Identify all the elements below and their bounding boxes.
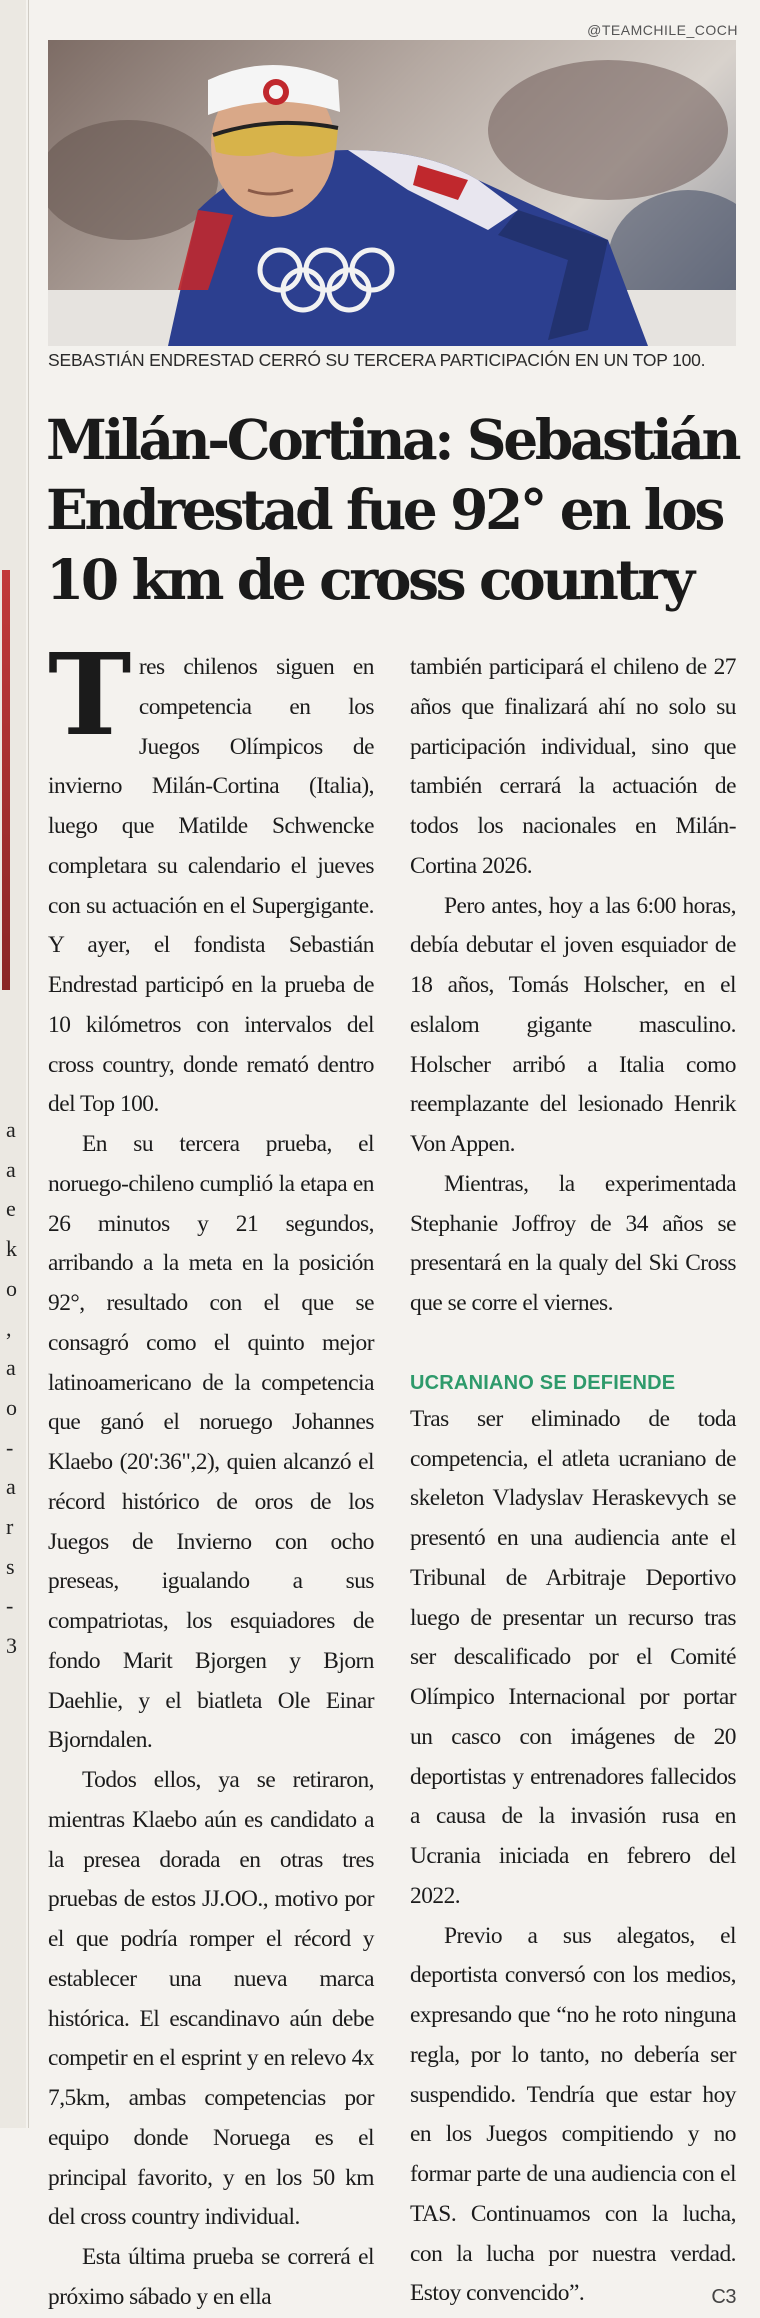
gutter-char: a: [6, 1117, 16, 1142]
gutter-char: a: [6, 1355, 16, 1381]
photo-credit: @TEAMCHILE_COCH: [587, 22, 738, 38]
gutter-char: -: [6, 1593, 14, 1619]
gutter-char: k: [6, 1236, 17, 1262]
gutter-char: a: [6, 1156, 16, 1182]
article-paragraph-5: también participará el chileno de 27 años que finalizará ahí no solo su participación individual, sino que también cerrará la actuación de todos los nacionales en Milán-Cortina 2026.: [410, 654, 736, 879]
athlete-photo: [48, 40, 736, 346]
section-subhead: UCRANIANO SE DEFIENDE: [410, 1371, 676, 1394]
article-paragraph-9: [410, 1917, 736, 2315]
article-column-left: [48, 630, 374, 2318]
article-paragraph-7: Mientras, la experimentada Stephanie Joffroy de 34 años se presentará en la qualy del Ski Cross que se corre el viernes.: [410, 1170, 736, 1316]
gutter-char: r: [6, 1514, 14, 1540]
gutter-char: ,: [6, 1315, 12, 1341]
drop-cap: T: [48, 630, 131, 761]
gutter-char: o: [6, 1394, 17, 1420]
adjacent-page-characters: [6, 1110, 20, 1666]
photo-caption: SEBASTIÁN ENDRESTAD CERRÓ SU TERCERA PARTICIPACIÓN EN UN TOP 100.: [48, 350, 706, 370]
gutter-char: s: [6, 1553, 15, 1579]
article-paragraph-2: En su tercera prueba, el noruego-chileno cumplió la etapa en 26 minutos y 21 segundos, arribando a la meta en la posición 92°, resultado con el que se consagró como el quinto mejor latinoamericano de la competencia que ganó el noruego Johannes Klaebo (20':36",2), quien alcanzó el récord histórico de oros de los Juegos de Invierno con ocho preseas, igualando a sus compatriotas, los esquiadores de fondo Marit Bjorgen y Bjorn Daehlie, y el biatleta Ole Einar Bjorndalen.: [48, 1131, 374, 1754]
article-headline: Milán-Cortina: Sebastián Endrestad fue 92° en los 10 km de cross country: [46, 407, 739, 612]
gutter-char: a: [6, 1474, 16, 1500]
paragraph-text: res chilenos siguen en competencia en los Juegos Olímpicos de invierno Milán-Cortina (Italia), luego que Matilde Schwencke completara su calendario el jueves con su actuación en el Supergigante. Y ayer, el fondista Sebastián Endrestad participó en la prueba de 10 kilómetros con intervalos del cross country, donde remató dentro del Top 100.: [48, 654, 374, 1118]
end-mark: C3: [711, 2286, 736, 2309]
gutter-char: -: [6, 1434, 14, 1460]
article-paragraph-8: Tras ser eliminado de toda competencia, el atleta ucraniano de skeleton Vladyslav Heraskevych se presentó en una audiencia ante el Tribunal de Arbitraje Deportivo luego de presentar un recurso tras ser descalificado por el Comité Olímpico Internacional por portar un casco con imágenes de 20 deportistas y entrenadores fallecidos a causa de la invasión rusa en Ucrania iniciada en febrero del 2022.: [410, 1405, 736, 1909]
gutter-char: 3: [6, 1633, 17, 1659]
athlete-illustration: [48, 40, 736, 346]
article-paragraph-4: Esta última prueba se correrá el próximo sábado y en ella: [48, 2244, 374, 2310]
adjacent-page-red-strip: [2, 570, 10, 990]
article-paragraph-1: [48, 630, 374, 1125]
paragraph-text: Previo a sus alegatos, el deportista conversó con los medios, expresando que “no he roto ninguna regla, por lo tanto, no debería ser suspendido. Tendría que estar hoy en los Juegos compitiendo y no formar parte de una audiencia con el TAS. Continuamos con la lucha, con la lucha por nuestra verdad. Estoy convencido”.: [410, 1922, 736, 2307]
article-paragraph-6: Pero antes, hoy a las 6:00 horas, debía debutar el joven esquiador de 18 años, Tomás Holscher, en el eslalom gigante masculino. Holscher arribó a Italia como reemplazante del lesionado Henrik Von Appen.: [410, 892, 736, 1157]
article-paragraph-3: Todos ellos, ya se retiraron, mientras Klaebo aún es candidato a la presea dorada en otras tres pruebas de estos JJ.OO., motivo por el que podría romper el récord y establecer una nueva marca histórica. El escandinavo aún debe competir en el esprint y en relevo 4x 7,5km, ambas competencias por equipo donde Noruega es el principal favorito, y en los 50 km del cross country individual.: [48, 1767, 374, 2231]
gutter-char: e: [6, 1196, 16, 1222]
gutter-char: o: [6, 1275, 17, 1301]
article-column-right: [410, 648, 736, 2318]
adjacent-page-gutter: [0, 0, 26, 2128]
column-divider: [28, 0, 29, 2128]
